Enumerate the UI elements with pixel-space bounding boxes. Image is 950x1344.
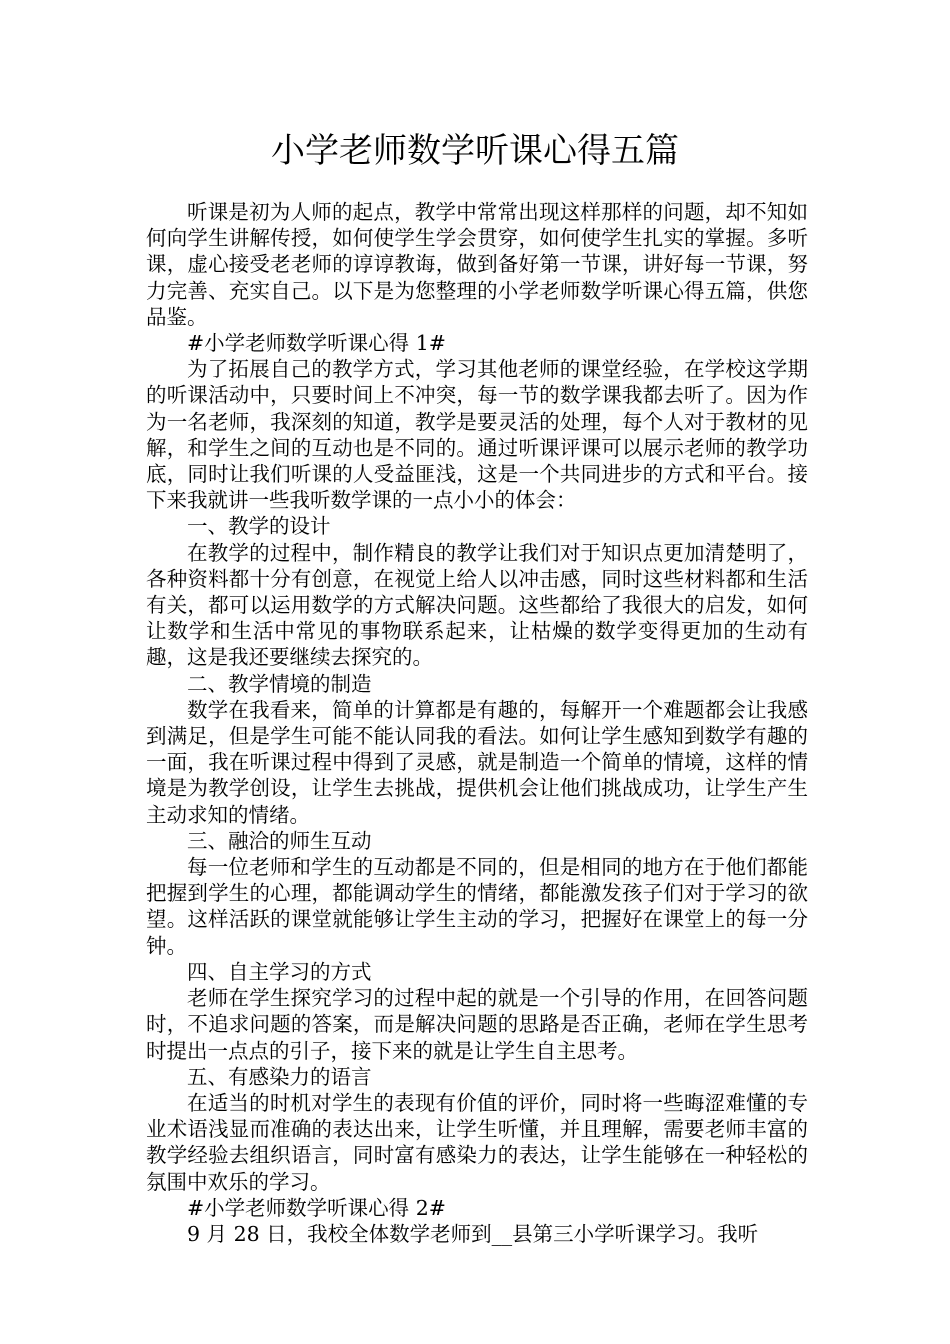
document-body — [146, 199, 808, 1247]
paragraph: 为了拓展自己的教学方式，学习其他老师的课堂经验，在学校这学期的听课活动中，只要时间上不冲突，每一节的数学课我都去听了。因为作为一名老师，我深刻的知道，教学是要灵活的处理，每个人对于教材的见解，和学生之间的互动也是不同的。通过听课评课可以展示老师的教学功底，同时让我们听课的人受益匪浅，这是一个共同进步的方式和平台。接下来我就讲一些我听数学课的一点小小的体会： — [146, 357, 808, 513]
paragraph: 老师在学生探究学习的过程中起的就是一个引导的作用，在回答问题时，不追求问题的答案，而是解决问题的思路是否正确，老师在学生思考时提出一点点的引子，接下来的就是让学生自主思考。 — [146, 986, 808, 1063]
paragraph: 在教学的过程中，制作精良的教学让我们对于知识点更加清楚明了，各种资料都十分有创意，在视觉上给人以冲击感，同时这些材料都和生活有关，都可以运用数学的方式解决问题。这些都给了我很大的启发，如何让数学和生活中常见的事物联系起来，让枯燥的数学变得更加的生动有趣，这是我还要继续去探究的。 — [146, 540, 808, 670]
paragraph: 每一位老师和学生的互动都是不同的，但是相同的地方在于他们都能把握到学生的心理，都能调动学生的情绪，都能激发孩子们对于学习的欲望。这样活跃的课堂就能够让学生主动的学习，把握好在课堂上的每一分钟。 — [146, 855, 808, 958]
subheading: 四、自主学习的方式 — [187, 959, 372, 984]
subheading: 五、有感染力的语言 — [187, 1064, 372, 1089]
section-heading-1: #小学老师数学听课心得 1# — [187, 331, 446, 356]
subheading: 三、融洽的师生互动 — [187, 828, 372, 853]
section-heading-2: #小学老师数学听课心得 2# — [187, 1195, 446, 1220]
document-title: 小学老师数学听课心得五篇 — [271, 131, 679, 171]
paragraph: 数学在我看来，简单的计算都是有趣的，每解开一个难题都会让我感到满足，但是学生可能不能认同我的看法。如何让学生感知到数学有趣的一面，我在听课过程中得到了灵感，就是制造一个简单的情境，这样的情境是为教学创设，让学生去挑战，提供机会让他们挑战成功，让学生产生主动求知的情绪。 — [146, 697, 808, 827]
intro-paragraph: 听课是初为人师的起点，教学中常常出现这样那样的问题，却不知如何向学生讲解传授，如何使学生学会贯穿，如何使学生扎实的掌握。多听课，虚心接受老老师的谆谆教诲，做到备好第一节课，讲好每一节课，努力完善、充实自己。以下是为您整理的小学老师数学听课心得五篇，供您品鉴。 — [146, 200, 808, 329]
paragraph: 在适当的时机对学生的表现有价值的评价，同时将一些晦涩难懂的专业术语浅显而准确的表达出来，让学生听懂，并且理解，需要老师丰富的教学经验去组织语言，同时富有感染力的表达，让学生能够在一种轻松的氛围中欢乐的学习。 — [146, 1090, 808, 1194]
subheading: 二、教学情境的制造 — [187, 671, 372, 696]
paragraph: 9 月 28 日，我校全体数学老师到__县第三小学听课学习。我听 — [187, 1221, 759, 1246]
subheading: 一、教学的设计 — [187, 514, 331, 539]
